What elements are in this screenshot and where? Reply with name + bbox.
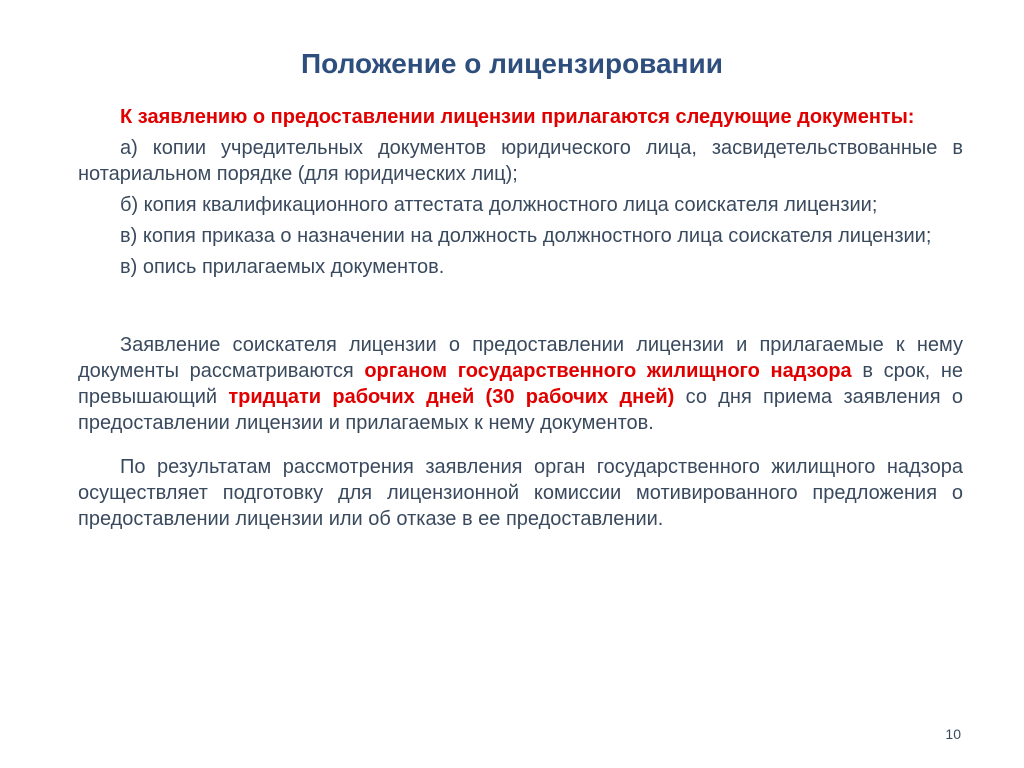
review-text-1: Заявление соискателя лицензии о предоставлении лицензии и прилагаемые к нему документы рассматриваются xyxy=(78,334,963,382)
review-paragraph xyxy=(78,332,963,436)
deadline-highlight: тридцати рабочих дней (30 рабочих дней) xyxy=(228,386,675,408)
results-paragraph: По результатам рассмотрения заявления орган государственного жилищного надзора осуществляет подготовку для лицензионной комиссии мотивированного предложения о предоставлении лицензии или об отказе в ее предоставлении. xyxy=(78,456,963,530)
slide-title: Положение о лицензировании xyxy=(301,48,723,79)
document-item-b: б) копия квалификационного аттестата должностного лица соискателя лицензии; xyxy=(120,194,878,216)
review-text-3: со дня приема заявления о предоставлении лицензии и прилагаемых к нему документов. xyxy=(78,386,963,434)
document-item-v2: в) опись прилагаемых документов. xyxy=(120,256,445,278)
review-text-2: в срок, не превышающий xyxy=(78,360,964,408)
document-item-v: в) копия приказа о назначении на должность должностного лица соискателя лицензии; xyxy=(120,225,932,247)
page-number: 10 xyxy=(945,726,961,742)
authority-highlight: органом государственного жилищного надзора xyxy=(364,360,852,382)
document-item-a: а) копии учредительных документов юридического лица, засвидетельствованные в нотариальном порядке (для юридических лиц); xyxy=(78,137,963,185)
slide-content xyxy=(78,104,963,537)
documents-intro: К заявлению о предоставлении лицензии прилагаются следующие документы: xyxy=(120,106,915,128)
